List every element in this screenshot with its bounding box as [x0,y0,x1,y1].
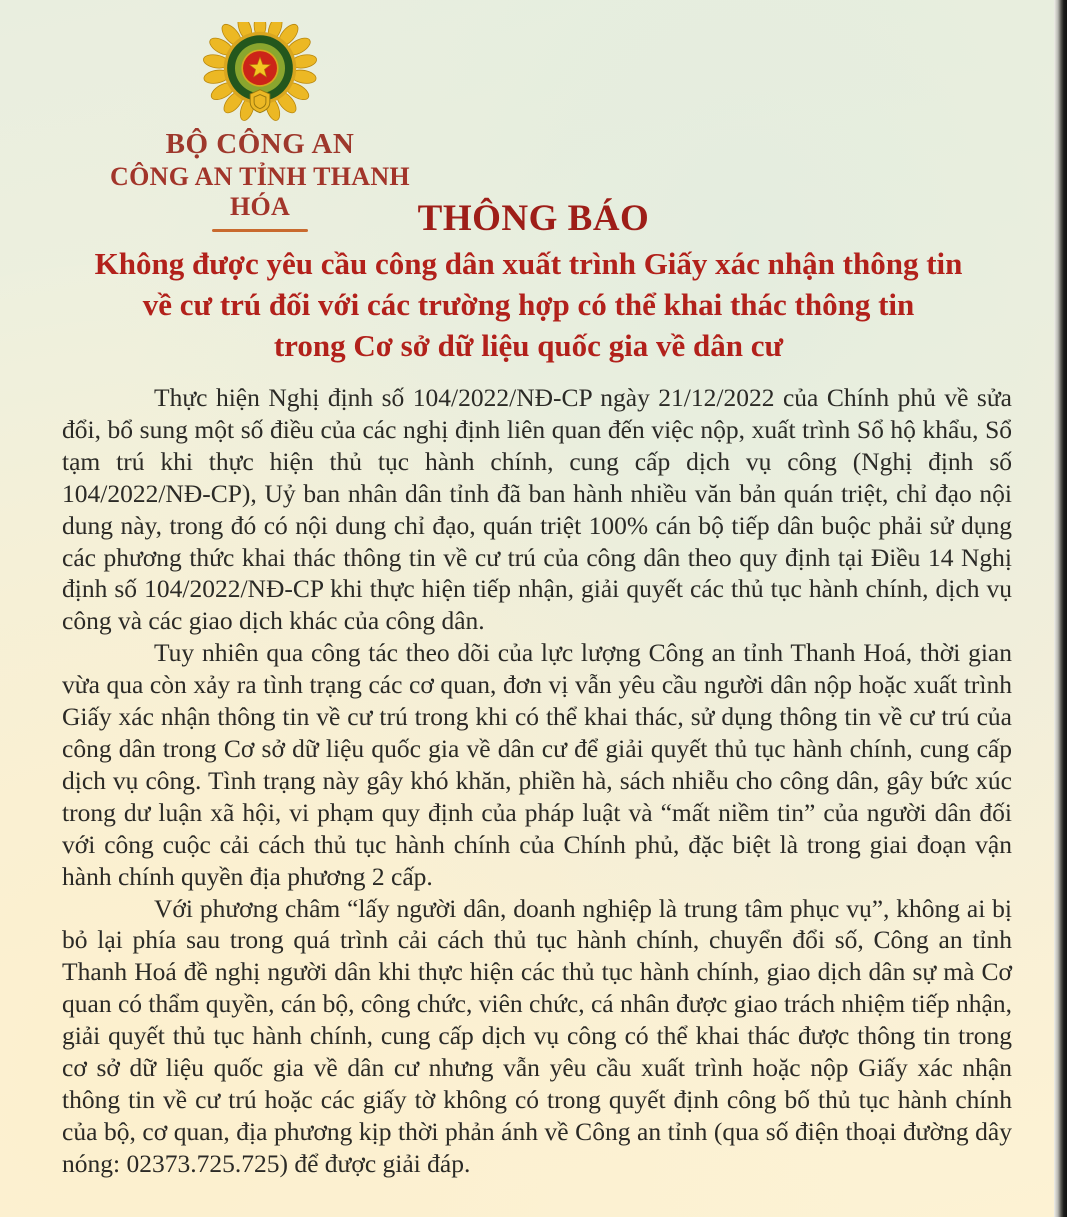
notice-title: THÔNG BÁO [417,198,650,239]
police-emblem-icon [196,22,324,124]
notice-subtitle-line: trong Cơ sở dữ liệu quốc gia về dân cư [273,328,784,363]
agency-name: CÔNG AN TỈNH THANH HÓA [110,162,410,221]
notice-subtitle-line: Không được yêu cầu công dân xuất trình Giấy xác nhận thông tin [94,246,963,281]
photo-edge [1054,0,1067,1217]
notice-body [62,382,1012,1180]
body-paragraph: Với phương châm “lấy người dân, doanh nghiệp là trung tâm phục vụ”, không ai bị bỏ lại phía sau trong quá trình cải cách thủ tục hành chính, chuyển đổi số, Công an tỉnh Thanh Hoá đề nghị người dân khi thực hiện các thủ tục hành chính, giao dịch dân sự mà Cơ quan có thẩm quyền, cán bộ, công chức, viên chức, cá nhân được giao trách nhiệm tiếp nhận, giải quyết thủ tục hành chính, cung cấp dịch vụ công có thể khai thác được thông tin trong cơ sở dữ liệu quốc gia về dân cư nhưng vẫn yêu cầu xuất trình hoặc nộp Giấy xác nhận thông tin về cư trú hoặc các giấy tờ không có trong quyết định công bố thủ tục hành chính của bộ, cơ quan, địa phương kịp thời phản ánh về Công an tỉnh (qua số điện thoại đường dây nóng: 02373.725.725) để được giải đáp. [62,893,1012,1178]
body-paragraph: Tuy nhiên qua công tác theo dõi của lực lượng Công an tỉnh Thanh Hoá, thời gian vừa qua còn xảy ra tình trạng các cơ quan, đơn vị vẫn yêu cầu người dân nộp hoặc xuất trình Giấy xác nhận thông tin về cư trú trong khi có thể khai thác, sử dụng thông tin về cư trú của công dân trong Cơ sở dữ liệu quốc gia về dân cư để giải quyết thủ tục hành chính, cung cấp dịch vụ công. Tình trạng này gây khó khăn, phiền hà, sách nhiễu cho công dân, gây bức xúc trong dư luận xã hội, vi phạm quy định của pháp luật và “mất niềm tin” của người dân đối với công cuộc cải cách thủ tục hành chính của Chính phủ, đặc biệt là trong giai đoạn vận hành chính quyền địa phương 2 cấp. [62,638,1012,891]
body-paragraph: Thực hiện Nghị định số 104/2022/NĐ-CP ngày 21/12/2022 của Chính phủ về sửa đổi, bổ sung một số điều của các nghị định liên quan đến việc nộp, xuất trình Sổ hộ khẩu, Sổ tạm trú khi thực hiện thủ tục hành chính, cung cấp dịch vụ công (Nghị định số 104/2022/NĐ-CP), Uỷ ban nhân dân tỉnh đã ban hành nhiều văn bản quán triệt, chỉ đạo nội dung này, trong đó có nội dung chỉ đạo, quán triệt 100% cán bộ tiếp dân buộc phải sử dụng các phương thức khai thác thông tin về cư trú của công dân theo quy định tại Điều 14 Nghị định số 104/2022/NĐ-CP khi thực hiện tiếp nhận, giải quyết các thủ tục hành chính, dịch vụ công và các giao dịch khác của công dân. [62,383,1012,636]
notice-subtitle [50,243,1007,366]
ministry-name: BỘ CÔNG AN [165,128,355,160]
notice-subtitle-line: về cư trú đối với các trường hợp có thể khai thác thông tin [142,287,915,322]
